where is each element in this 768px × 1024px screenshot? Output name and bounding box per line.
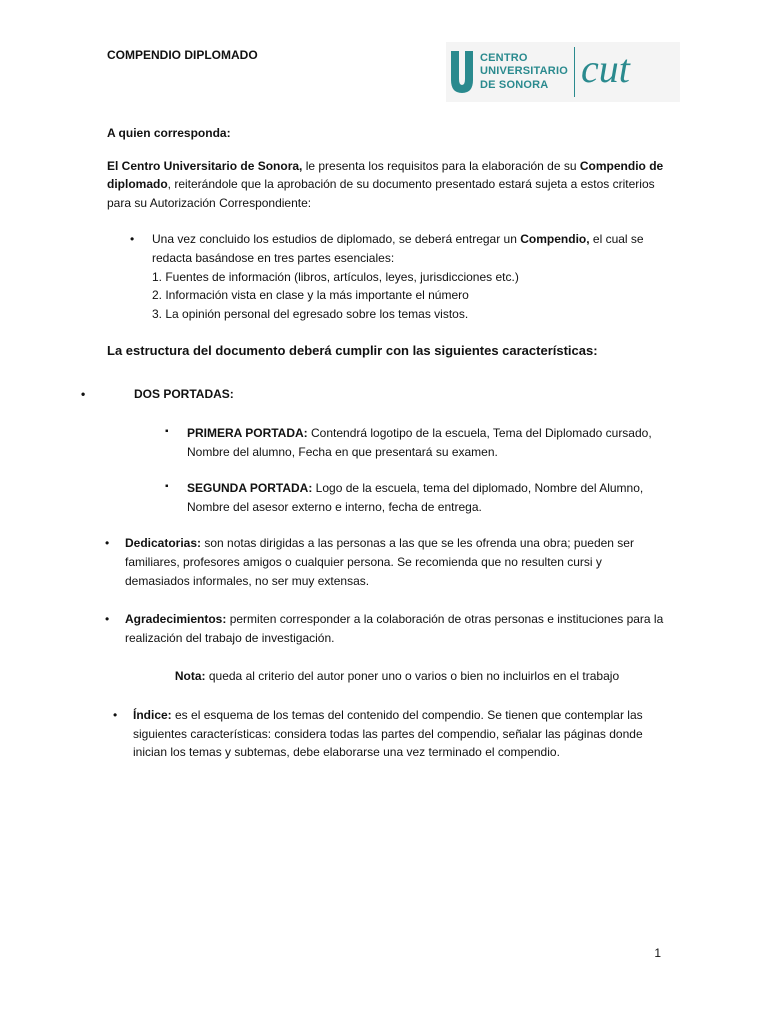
dedicatorias-text: son notas dirigidas a las personas a las que se les ofrenda una obra; pueden ser familiares, profesores amigos o cualquier persona. Se recomienda que no resulten cursi y demasiados informales, no ser muy extensas. (125, 536, 634, 588)
logo-line-2: UNIVERSITARIO (480, 65, 568, 78)
u-logo-icon (448, 49, 476, 95)
segunda-portada-label: SEGUNDA PORTADA: (187, 481, 313, 496)
logo-text (480, 52, 568, 92)
greeting: A quien corresponda: (107, 126, 231, 140)
intro-paragraph (107, 157, 667, 213)
note-paragraph (107, 667, 667, 686)
logo-acronym: cut (580, 46, 630, 91)
list-item (152, 230, 667, 323)
structure-heading: La estructura del documento deberá cumplir con las siguientes características: (107, 343, 598, 359)
segunda-portada-text: Logo de la escuela, tema del diplomado, Nombre del Alumno, Nombre del asesor externo e interno, fecha de entrega. (187, 481, 644, 514)
sections-list (107, 534, 667, 647)
note-text: queda al criterio del autor poner uno o varios o bien no incluirlos en el trabajo (205, 669, 620, 684)
dos-portadas-item (107, 385, 667, 404)
numbered-item-3: 3. La opinión personal del egresado sobre los temas vistos. (152, 306, 469, 321)
indice-label: Índice: (133, 708, 172, 723)
agradecimientos-text: permiten corresponder a la colaboración de otras personas e instituciones para la realización del trabajo de investigación. (125, 612, 664, 645)
intro-bold-1: El Centro Universitario de Sonora, (107, 158, 303, 173)
list-item (125, 534, 667, 590)
agradecimientos-label: Agradecimientos: (125, 612, 227, 627)
bullet1-text-1: Una vez concluido los estudios de diplomado, se deberá entregar un (152, 232, 521, 247)
logo-line-1: CENTRO (480, 52, 528, 65)
requirements-list (107, 230, 667, 323)
document-header-title: COMPENDIO DIPLOMADO (107, 48, 258, 62)
list-item (125, 610, 667, 647)
list-item (133, 706, 667, 762)
numbered-item-1: 1. Fuentes de información (libros, artículos, leyes, jurisdicciones etc.) (152, 269, 519, 284)
bullet1-bold: Compendio, (520, 232, 590, 247)
numbered-item-2: 2. Información vista en clase y la más importante el número (152, 288, 469, 303)
logo-divider (574, 47, 575, 97)
portadas-sublist (107, 424, 667, 516)
document-body (107, 124, 667, 782)
dos-portadas-label: DOS PORTADAS: (134, 387, 234, 402)
index-list (107, 706, 667, 762)
page-number: 1 (654, 946, 661, 960)
primera-portada-text: Contendrá logotipo de la escuela, Tema del Diplomado cursado, Nombre del alumno, Fecha en que presentará su examen. (187, 426, 652, 459)
logo-line-3: DE SONORA (480, 78, 549, 91)
intro-text-1: le presenta los requisitos para la elaboración de su (302, 158, 580, 173)
note-label: Nota: (174, 669, 206, 684)
intro-bold-2: Compendio de diplomado (107, 158, 664, 192)
dedicatorias-label: Dedicatorias: (125, 536, 202, 551)
list-item (187, 424, 667, 461)
indice-text: es el esquema de los temas del contenido del compendio. Se tienen que contemplar las siguientes características: considera todas las partes del compendio, señalar las páginas donde inician los temas y subtemas, debe elaborarse una vez terminado el compendio. (133, 708, 643, 760)
bullet1-text-2: el cual se redacta basándose en tres partes esenciales: (152, 232, 644, 265)
primera-portada-label: PRIMERA PORTADA: (187, 426, 308, 441)
intro-text-2: , reiterándole que la aprobación de su documento presentado estará sujeta a estos criterios para su Autorización Correspondiente: (107, 177, 655, 210)
university-logo (446, 42, 680, 102)
list-item (187, 479, 667, 516)
